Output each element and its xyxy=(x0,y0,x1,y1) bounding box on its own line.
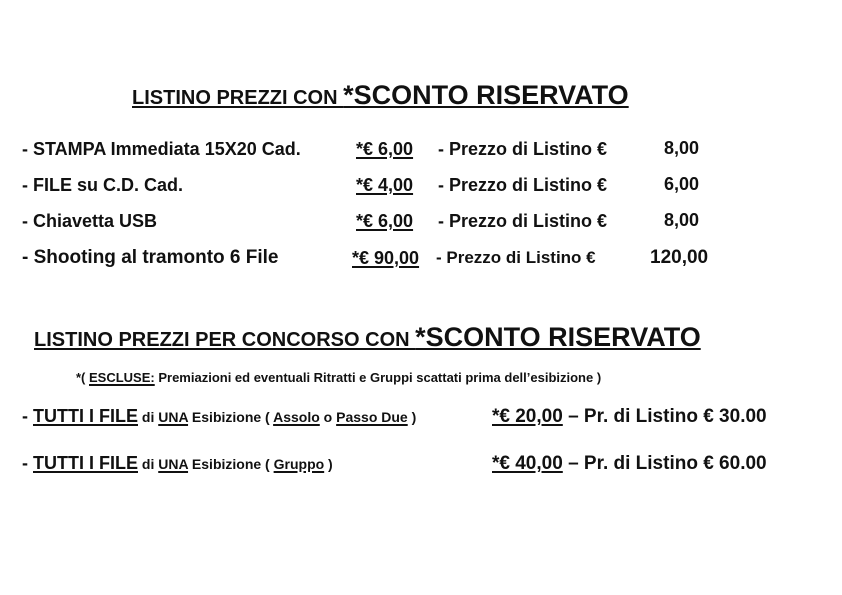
price-row-stampa-discount: *€ 6,00 xyxy=(356,139,414,159)
contest-row-una: UNA xyxy=(158,456,189,472)
price-row-shooting-list-label: - Prezzo di Listino € xyxy=(436,248,596,267)
price-row-file-cd-list-price: 6,00 xyxy=(664,174,700,194)
price-row-usb-discount: *€ 6,00 xyxy=(356,211,414,231)
contest-row-option-passo-due: Passo Due xyxy=(336,409,408,425)
price-row-usb-list-price: 8,00 xyxy=(664,210,700,230)
contest-row-group-list: – Pr. di Listino € 60.00 xyxy=(562,453,767,474)
contest-row-close: ) xyxy=(407,409,417,425)
contest-price-list-title-emphasis: *SCONTO RISERVATO xyxy=(415,322,701,352)
contest-row-di: di xyxy=(138,456,159,472)
contest-row-una: UNA xyxy=(158,409,189,425)
contest-price-list-title-prefix: LISTINO PREZZI PER CONCORSO CON xyxy=(34,329,416,351)
price-row-shooting-discount: *€ 90,00 xyxy=(352,248,420,268)
contest-row-esibizione: Esibizione ( xyxy=(188,456,274,472)
contest-row-option-assolo: Assolo xyxy=(273,409,320,425)
price-row-usb-label: - Chiavetta USB xyxy=(22,211,158,231)
price-list-title-prefix: LISTINO PREZZI CON xyxy=(132,87,344,109)
price-row-stampa-list-label: - Prezzo di Listino € xyxy=(438,139,608,159)
price-row-stampa-label: - STAMPA Immediata 15X20 Cad. xyxy=(22,139,301,159)
price-row-file-cd-label: - FILE su C.D. Cad. xyxy=(22,175,184,195)
contest-row-group-prices xyxy=(492,453,767,475)
contest-price-list-title xyxy=(34,322,701,353)
price-list-title-emphasis: *SCONTO RISERVATO xyxy=(343,80,629,110)
price-row-file-cd-discount: *€ 4,00 xyxy=(356,175,414,195)
contest-row-option-gruppo: Gruppo xyxy=(273,456,325,472)
exclusions-keyword: ESCLUSE: xyxy=(89,370,155,385)
exclusions-note-prefix: *( xyxy=(76,370,89,385)
contest-row-dash: - xyxy=(22,453,33,473)
contest-row-di: di xyxy=(138,409,159,425)
price-list-title xyxy=(132,80,629,111)
contest-row-esibizione: Esibizione ( xyxy=(188,409,274,425)
contest-row-all-files: TUTTI I FILE xyxy=(33,406,138,426)
contest-row-group-discount: *€ 40,00 xyxy=(492,453,563,474)
contest-row-o: o xyxy=(319,409,337,425)
contest-row-solo-duo-list: – Pr. di Listino € 30.00 xyxy=(562,406,767,427)
contest-row-all-files: TUTTI I FILE xyxy=(33,453,138,473)
contest-row-solo-duo-discount: *€ 20,00 xyxy=(492,406,563,427)
contest-row-group xyxy=(22,453,333,474)
price-row-file-cd-list-label: - Prezzo di Listino € xyxy=(438,175,608,195)
contest-row-solo-duo-prices xyxy=(492,406,767,428)
exclusions-note xyxy=(76,370,601,385)
contest-row-solo-duo xyxy=(22,406,416,427)
price-row-shooting-label: - Shooting al tramonto 6 File xyxy=(22,247,279,268)
exclusions-text: Premiazioni ed eventuali Ritratti e Gruppi scattati prima dell’esibizione ) xyxy=(154,370,602,385)
price-row-stampa-list-price: 8,00 xyxy=(664,138,700,158)
price-row-usb-list-label: - Prezzo di Listino € xyxy=(438,211,608,231)
contest-row-dash: - xyxy=(22,406,33,426)
price-row-shooting-list-price: 120,00 xyxy=(650,247,709,268)
contest-row-close: ) xyxy=(324,456,333,472)
